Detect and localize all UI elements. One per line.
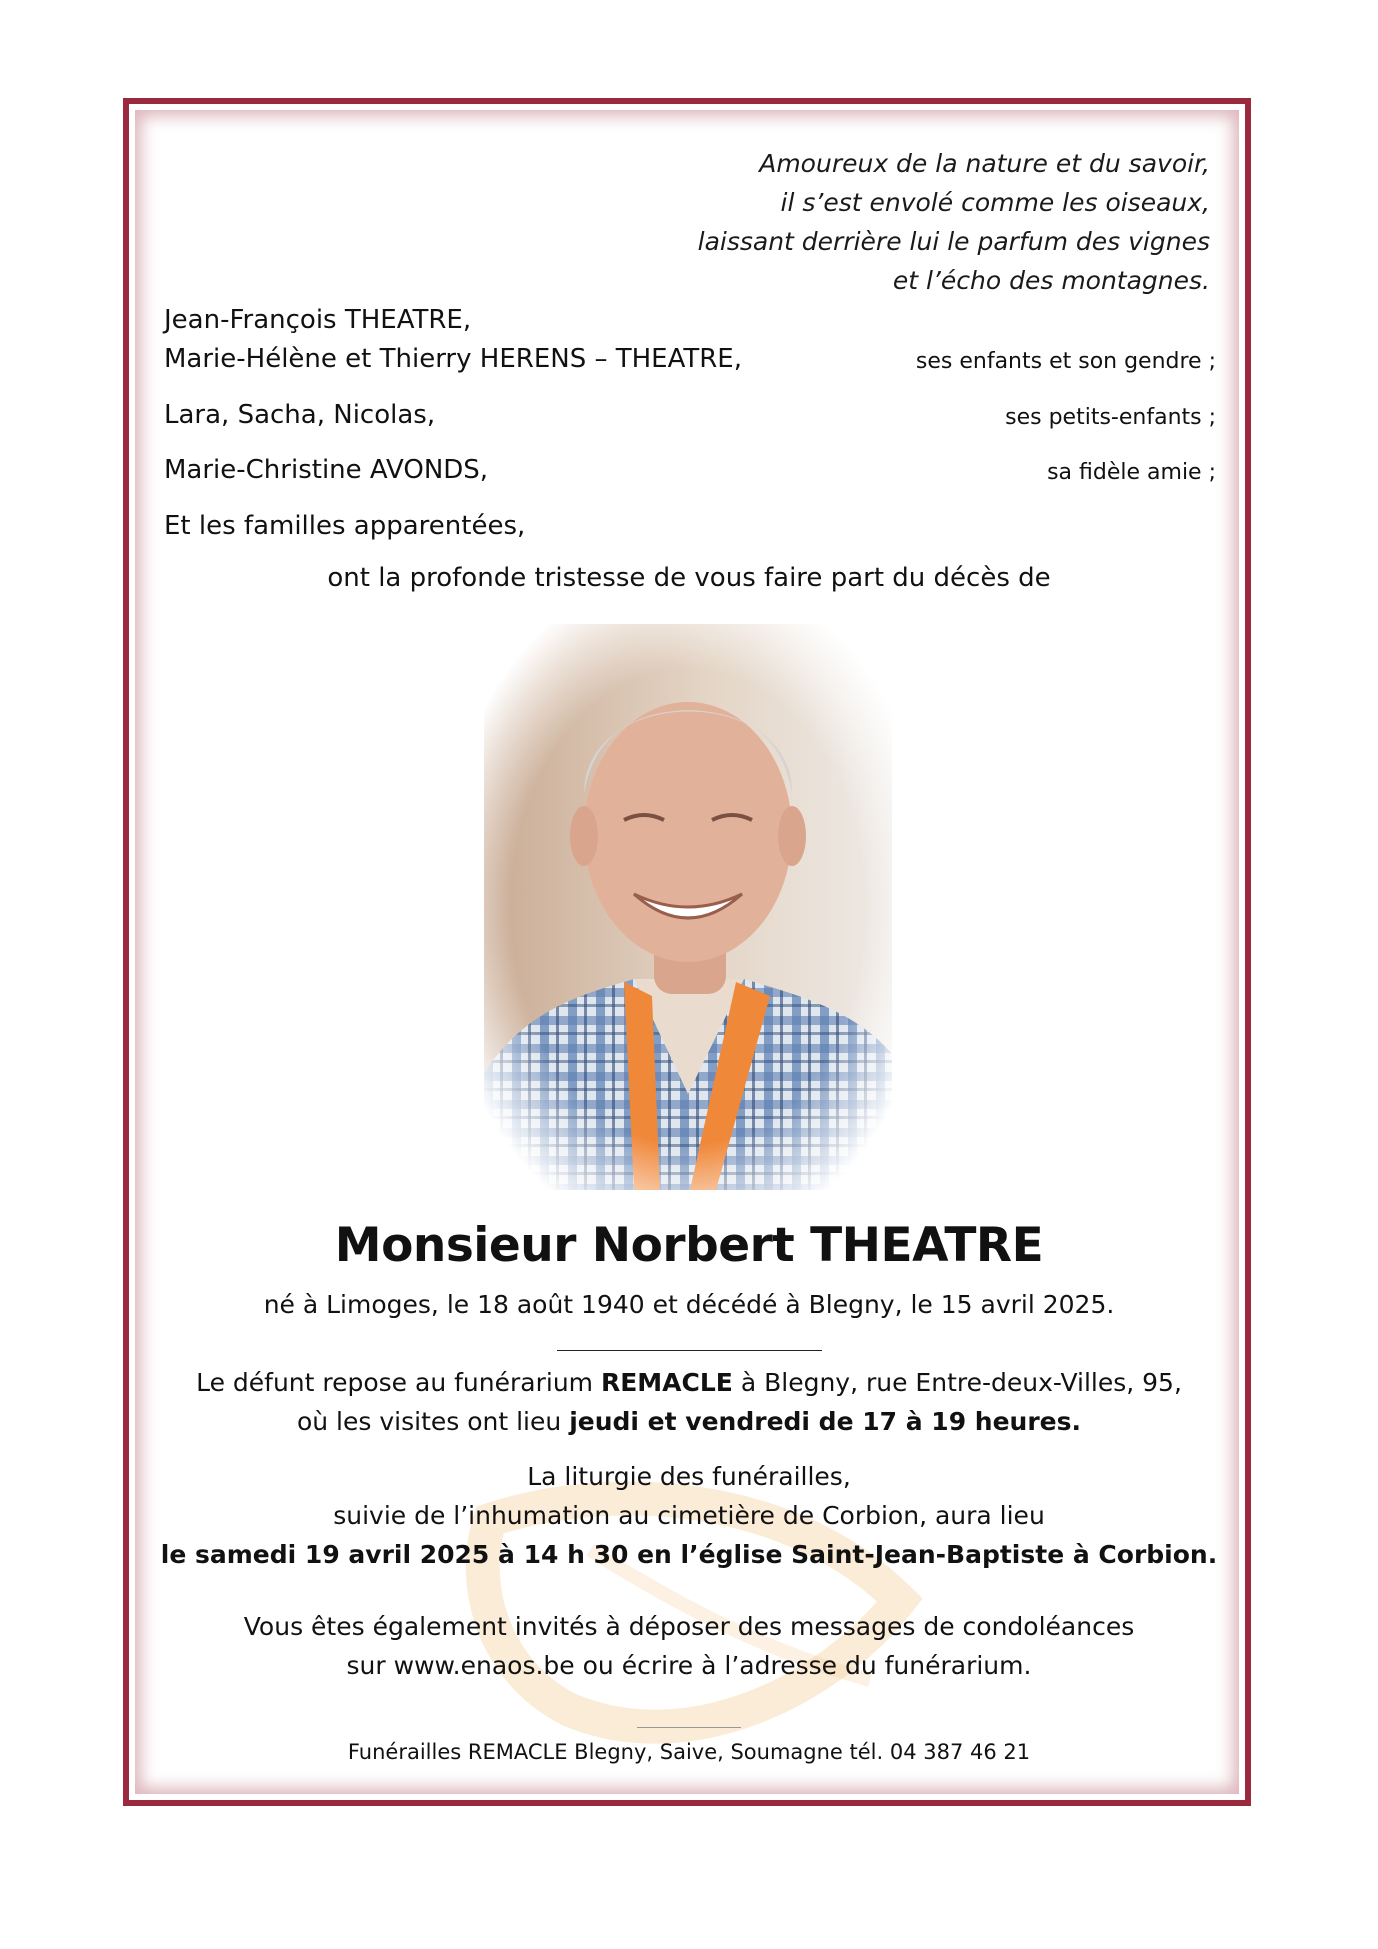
deceased-name: Monsieur Norbert THEATRE xyxy=(334,1218,1044,1273)
poem xyxy=(698,144,1210,300)
poem-line: il s’est envolé comme les oiseaux, xyxy=(780,188,1210,217)
poem-line: et l’écho des montagnes. xyxy=(892,266,1210,295)
poem-line: Amoureux de la nature et du savoir, xyxy=(759,149,1210,178)
funeral-line-3: le samedi 19 avril 2025 à 14 h 30 en l’église Saint-Jean-Baptiste à Corbion. xyxy=(160,1540,1218,1569)
family-name: Lara, Sacha, Nicolas, xyxy=(164,400,436,430)
divider xyxy=(557,1350,822,1351)
family-relation: ses petits-enfants ; xyxy=(1005,405,1216,430)
family-relation: sa fidèle amie ; xyxy=(1047,460,1216,485)
family-name: Jean-François THEATRE, xyxy=(164,305,472,335)
funeral-line-1: La liturgie des funérailles, xyxy=(527,1462,851,1491)
visitation-line-2: où les visites ont lieu jeudi et vendredi de 17 à 19 heures. xyxy=(296,1407,1082,1436)
footer: Funérailles REMACLE Blegny, Saive, Soumagne tél. 04 387 46 21 xyxy=(347,1740,1031,1764)
portrait-photo xyxy=(484,624,892,1190)
family-name: Marie-Hélène et Thierry HERENS – THEATRE, xyxy=(164,344,742,374)
poem-line: laissant derrière lui le parfum des vignes xyxy=(697,227,1210,256)
family-relation: ses enfants et son gendre ; xyxy=(915,349,1216,374)
deceased-dates: né à Limoges, le 18 août 1940 et décédé à Blegny, le 15 avril 2025. xyxy=(263,1290,1115,1319)
condolences-line-2: sur www.enaos.be ou écrire à l’adresse du funérarium. xyxy=(346,1651,1032,1680)
family-name: Marie-Christine AVONDS, xyxy=(164,455,489,485)
footer-divider xyxy=(637,1727,741,1728)
announcement-intro: ont la profonde tristesse de vous faire part du décès de xyxy=(327,563,1051,593)
funeral-line-2: suivie de l’inhumation au cimetière de Corbion, aura lieu xyxy=(333,1501,1045,1530)
family-name: Et les familles apparentées, xyxy=(164,511,526,541)
visitation-line-1: Le défunt repose au funérarium REMACLE à Blegny, rue Entre-deux-Villes, 95, xyxy=(196,1368,1182,1397)
condolences-line-1: Vous êtes également invités à déposer des messages de condoléances xyxy=(243,1612,1135,1641)
